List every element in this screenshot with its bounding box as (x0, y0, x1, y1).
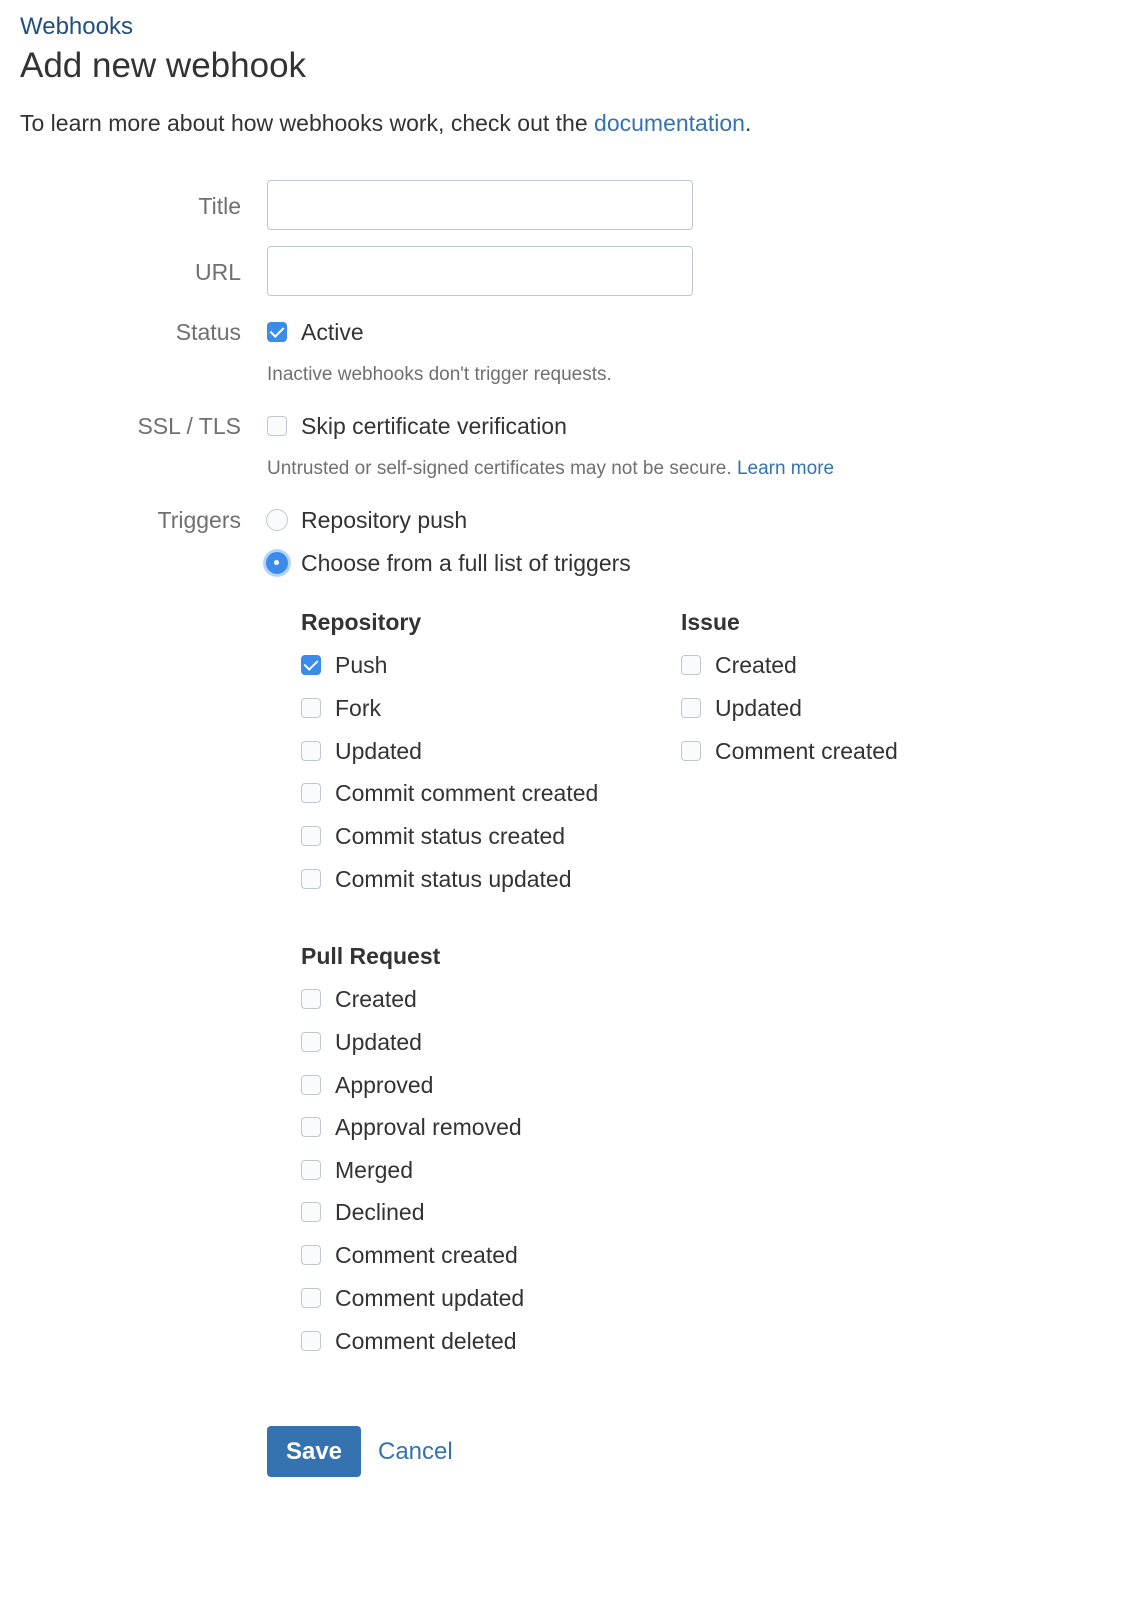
ssl-help-body: Untrusted or self-signed certificates may not be secure. (267, 458, 737, 479)
pr-approved-checkbox[interactable] (301, 1075, 321, 1095)
pr-approval-removed-checkbox[interactable] (301, 1117, 321, 1137)
repository-fork-label[interactable]: Fork (335, 695, 381, 721)
learn-more-link[interactable]: Learn more (736, 458, 835, 479)
issue-updated-checkbox[interactable] (681, 698, 701, 718)
repository-push-label[interactable]: Repository push (301, 507, 468, 533)
pr-created-label[interactable]: Created (335, 986, 417, 1012)
ssl-tls-label: SSL / TLS (137, 413, 241, 439)
full-trigger-list-radio[interactable] (266, 552, 288, 574)
issue-created-checkbox[interactable] (681, 655, 701, 675)
status-active-label[interactable]: Active (301, 319, 364, 345)
pr-merged-checkbox[interactable] (301, 1160, 321, 1180)
repository-push-radio[interactable] (266, 509, 288, 531)
url-label: URL (194, 259, 241, 285)
status-label: Status (175, 319, 241, 345)
breadcrumb-webhooks-link[interactable]: Webhooks (20, 13, 133, 40)
intro-text (20, 108, 751, 138)
pr-updated-label[interactable]: Updated (335, 1029, 422, 1055)
commit-comment-created-checkbox[interactable] (301, 783, 321, 803)
pr-comment-updated-checkbox[interactable] (301, 1288, 321, 1308)
issue-created-label[interactable]: Created (715, 652, 797, 678)
status-active-checkbox[interactable] (267, 322, 287, 342)
pr-declined-checkbox[interactable] (301, 1202, 321, 1222)
page-title: Add new webhook (20, 46, 307, 85)
skip-certificate-checkbox[interactable] (267, 416, 287, 436)
intro-text-body: To learn more about how webhooks work, check out the (20, 110, 595, 136)
triggers-label: Triggers (157, 507, 241, 533)
pr-comment-deleted-checkbox[interactable] (301, 1331, 321, 1351)
pr-updated-checkbox[interactable] (301, 1032, 321, 1052)
pr-comment-updated-label[interactable]: Comment updated (335, 1285, 525, 1311)
documentation-link[interactable]: documentation (594, 110, 745, 136)
pr-comment-deleted-label[interactable]: Comment deleted (335, 1328, 517, 1354)
commit-status-created-label[interactable]: Commit status created (335, 823, 566, 849)
pr-created-checkbox[interactable] (301, 989, 321, 1009)
commit-status-updated-label[interactable]: Commit status updated (335, 866, 572, 892)
intro-text-suffix: . (744, 110, 752, 136)
repository-fork-checkbox[interactable] (301, 698, 321, 718)
title-label: Title (198, 193, 241, 219)
save-button[interactable]: Save (267, 1426, 361, 1477)
commit-status-updated-checkbox[interactable] (301, 869, 321, 889)
ssl-help-text (267, 456, 834, 482)
repository-push-checkbox[interactable] (301, 655, 321, 675)
pr-approved-label[interactable]: Approved (335, 1072, 434, 1098)
repository-group-heading: Repository (301, 609, 422, 635)
url-input[interactable] (267, 246, 693, 296)
pr-merged-label[interactable]: Merged (335, 1157, 413, 1183)
issue-updated-label[interactable]: Updated (715, 695, 802, 721)
commit-comment-created-label[interactable]: Commit comment created (335, 780, 599, 806)
status-help-text: Inactive webhooks don't trigger requests. (267, 364, 612, 385)
pull-request-group-heading: Pull Request (301, 943, 441, 969)
repository-updated-label[interactable]: Updated (335, 738, 422, 764)
pr-comment-created-label[interactable]: Comment created (335, 1242, 518, 1268)
title-input[interactable] (267, 180, 693, 230)
full-trigger-list-label[interactable]: Choose from a full list of triggers (301, 550, 631, 576)
pr-comment-created-checkbox[interactable] (301, 1245, 321, 1265)
skip-certificate-label[interactable]: Skip certificate verification (301, 413, 567, 439)
commit-status-created-checkbox[interactable] (301, 826, 321, 846)
pr-declined-label[interactable]: Declined (335, 1199, 425, 1225)
pr-approval-removed-label[interactable]: Approval removed (335, 1114, 522, 1140)
repository-push-trigger-label[interactable]: Push (335, 652, 388, 678)
issue-comment-created-label[interactable]: Comment created (715, 738, 898, 764)
issue-group-heading: Issue (681, 609, 740, 635)
repository-updated-checkbox[interactable] (301, 741, 321, 761)
cancel-link[interactable]: Cancel (378, 1438, 453, 1465)
issue-comment-created-checkbox[interactable] (681, 741, 701, 761)
